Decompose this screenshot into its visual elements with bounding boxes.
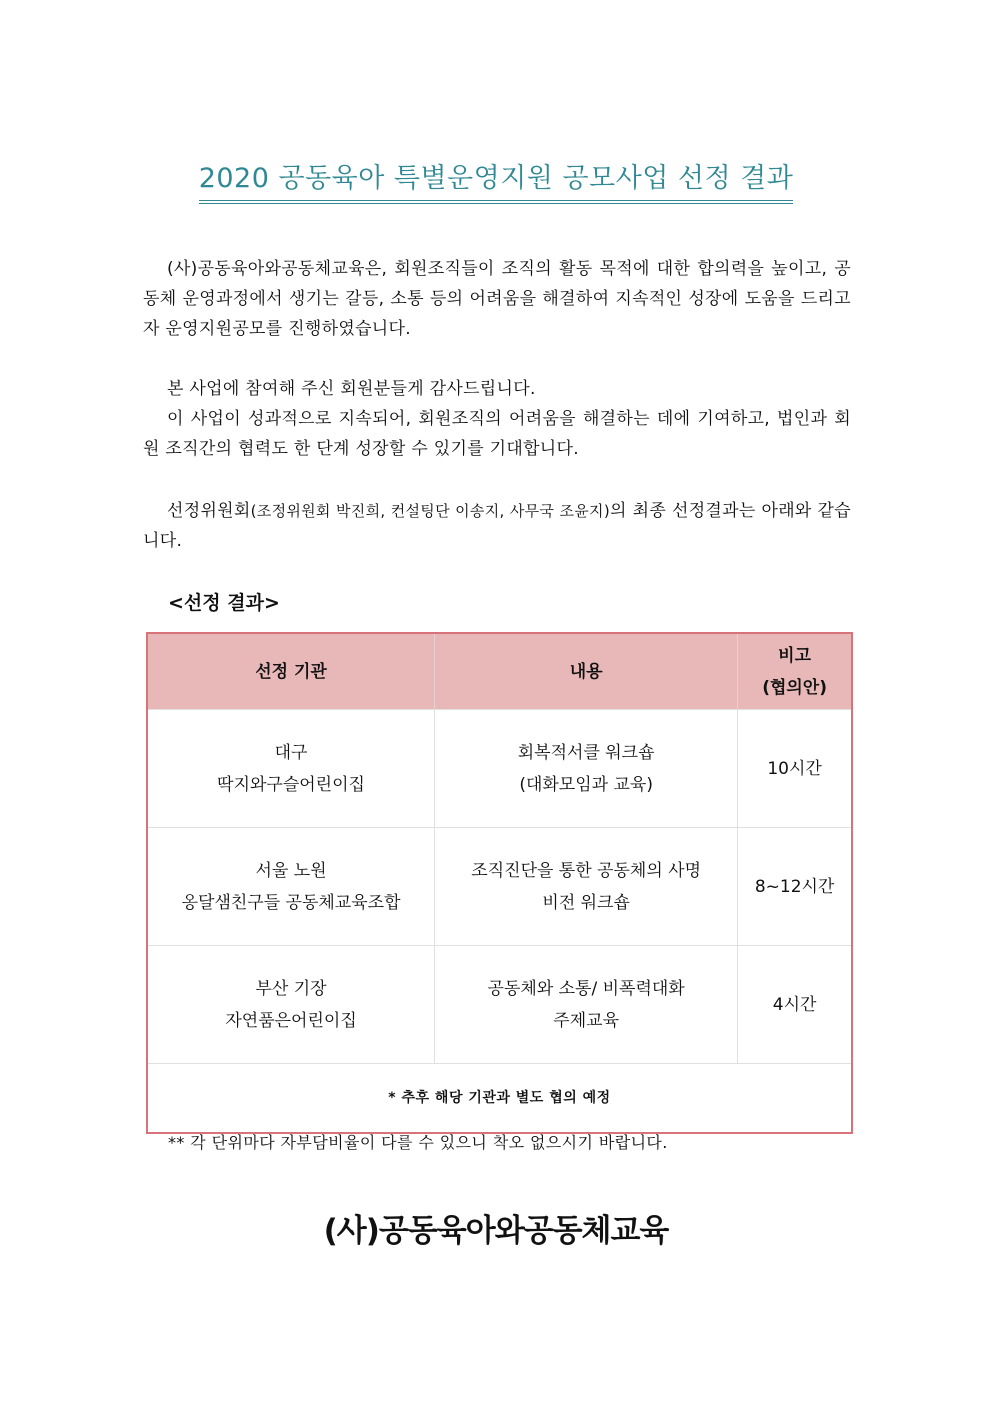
row-org	[147, 710, 435, 828]
table-row	[147, 710, 852, 828]
table-footer-note: * 추후 해당 기관과 별도 협의 예정	[147, 1064, 852, 1134]
row-note: 4시간	[738, 946, 852, 1064]
row-note: 8~12시간	[738, 828, 852, 946]
content-line-1: 공동체와 소통/ 비폭력대화	[487, 978, 685, 999]
row-content	[435, 946, 738, 1064]
intro-text: (사)공동육아와공동체교육은, 회원조직들이 조직의 활동 목적에 대한 합의력을 높이고, 공동체 운영과정에서 생기는 갈등, 소통 등의 어려움을 해결하여 지속적인 성장에 도움을 드리고자 운영지원공모를 진행하였습니다.	[143, 259, 851, 339]
page-title: 2020 공동육아 특별운영지원 공모사업 선정 결과	[199, 160, 794, 204]
header-note-line-2: (협의안)	[762, 677, 827, 698]
committee-paragraph	[143, 496, 851, 556]
row-content	[435, 828, 738, 946]
content-line-1: 조직진단을 통한 공동체의 사명	[471, 860, 701, 881]
content-line-1: 회복적서클 워크숍	[517, 742, 655, 763]
org-line-1: 부산 기장	[255, 978, 327, 999]
table-header-row	[147, 633, 852, 710]
header-note-line-1: 비고	[778, 645, 812, 666]
row-org	[147, 828, 435, 946]
committee-start: 선정위원회	[167, 501, 251, 521]
table-footer-row	[147, 1064, 852, 1134]
committee-end: 의 최종 선정결과는 아래와 같습니다.	[143, 501, 851, 551]
org-line-1: 대구	[274, 742, 308, 763]
org-line-2: 옹달샘친구들 공동체교육조합	[181, 892, 401, 913]
results-table	[146, 632, 853, 1134]
thanks-line-1: 본 사업에 참여해 주신 회원분들게 감사드립니다.	[167, 379, 536, 399]
intro-paragraph	[143, 254, 851, 344]
row-content	[435, 710, 738, 828]
title-wrap	[0, 160, 992, 204]
org-line-2: 자연품은어린이집	[225, 1010, 357, 1031]
content-line-2: (대화모임과 교육)	[519, 774, 653, 795]
org-line-1: 서울 노원	[255, 860, 327, 881]
thanks-paragraph	[143, 374, 851, 464]
header-note	[738, 633, 852, 710]
table-row	[147, 946, 852, 1064]
row-org	[147, 946, 435, 1064]
content-line-2: 비전 워크숍	[542, 892, 630, 913]
footnote: ** 각 단위마다 자부담비율이 다를 수 있으니 착오 없으시기 바랍니다.	[168, 1133, 668, 1152]
org-line-2: 딱지와구슬어린이집	[217, 774, 365, 795]
content-line-2: 주제교육	[553, 1010, 619, 1031]
section-heading: <선정 결과>	[168, 592, 280, 614]
committee-members: (조정위원회 박진희, 컨설팅단 이송지, 사무국 조윤지)	[250, 502, 610, 520]
row-note: 10시간	[738, 710, 852, 828]
table-row	[147, 828, 852, 946]
organization-name: (사)공동육아와공동체교육	[323, 1213, 669, 1249]
header-content: 내용	[435, 633, 738, 710]
header-org: 선정 기관	[147, 633, 435, 710]
thanks-line-2: 이 사업이 성과적으로 지속되어, 회원조직의 어려움을 해결하는 데에 기여하고, 법인과 회원 조직간의 협력도 한 단계 성장할 수 있기를 기대합니다.	[143, 409, 851, 459]
